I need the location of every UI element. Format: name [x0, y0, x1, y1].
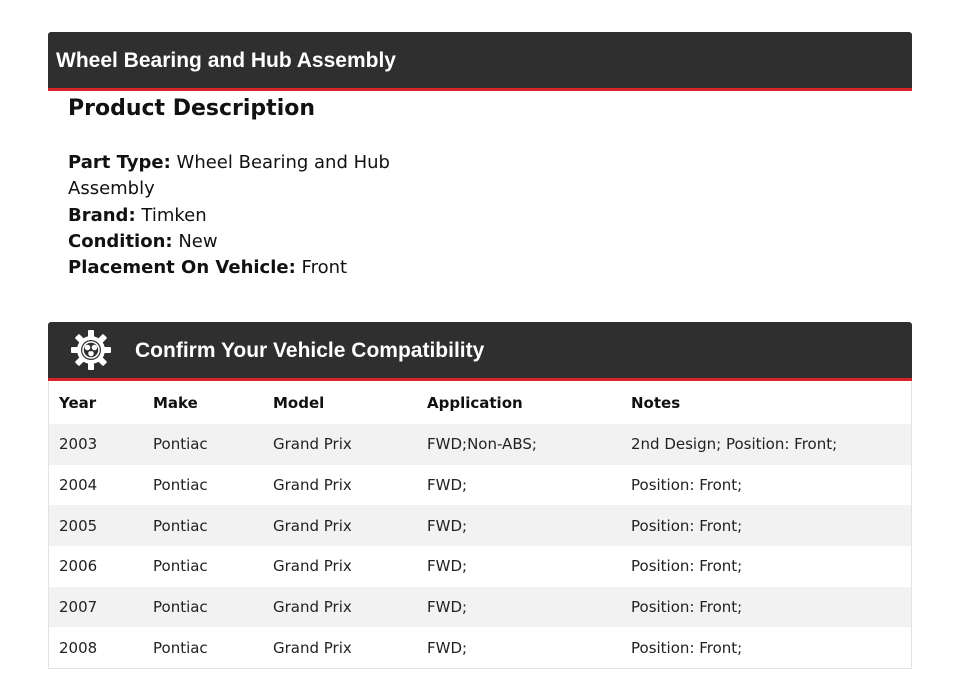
product-title-bar: [48, 32, 912, 91]
cell-application: FWD;: [427, 557, 468, 576]
cell-year: 2007: [59, 598, 98, 617]
compatibility-title-bar: [48, 322, 912, 381]
cell-year: 2003: [59, 435, 98, 454]
table-header-row: [49, 381, 911, 424]
table-row: [49, 587, 911, 628]
cell-model: Grand Prix: [273, 476, 352, 495]
cell-application: FWD;: [427, 476, 468, 495]
detail-value: Front: [301, 257, 348, 279]
cell-make: Pontiac: [153, 557, 208, 576]
cell-notes: Position: Front;: [631, 598, 743, 617]
cell-notes: Position: Front;: [631, 516, 743, 535]
table-row: [49, 627, 911, 668]
cell-application: FWD;Non-ABS;: [427, 435, 537, 454]
cell-model: Grand Prix: [273, 598, 352, 617]
detail-value: Timken: [141, 204, 207, 226]
detail-part-type: [68, 150, 398, 203]
table-row: [49, 465, 911, 506]
cell-year: 2006: [59, 557, 98, 576]
cell-application: FWD;: [427, 516, 468, 535]
detail-brand: [68, 203, 398, 229]
cell-make: Pontiac: [153, 638, 208, 657]
column-header-year: Year: [59, 393, 97, 412]
cell-model: Grand Prix: [273, 516, 352, 535]
compatibility-table: [48, 381, 912, 669]
cell-notes: 2nd Design; Position: Front;: [631, 435, 838, 454]
cell-year: 2004: [59, 476, 98, 495]
cell-model: Grand Prix: [273, 638, 352, 657]
cell-make: Pontiac: [153, 435, 208, 454]
detail-placement: [68, 255, 398, 281]
detail-label: Condition:: [68, 230, 173, 252]
product-details: [68, 150, 398, 281]
table-row: [49, 505, 911, 546]
cell-make: Pontiac: [153, 598, 208, 617]
cell-make: Pontiac: [153, 476, 208, 495]
table-row: [49, 424, 911, 465]
cell-model: Grand Prix: [273, 557, 352, 576]
cell-model: Grand Prix: [273, 435, 352, 454]
product-description-heading: Product Description: [68, 96, 316, 121]
column-header-make: Make: [153, 393, 198, 412]
table-row: [49, 546, 911, 587]
cell-notes: Position: Front;: [631, 476, 743, 495]
column-header-application: Application: [427, 393, 523, 412]
column-header-model: Model: [273, 393, 325, 412]
cell-year: 2005: [59, 516, 98, 535]
product-title: Wheel Bearing and Hub Assembly: [56, 49, 396, 72]
detail-label: Brand:: [68, 204, 136, 226]
gear-icon: [69, 328, 113, 372]
compatibility-title: Confirm Your Vehicle Compatibility: [135, 339, 485, 362]
cell-application: FWD;: [427, 598, 468, 617]
detail-label: Part Type:: [68, 152, 171, 173]
detail-condition: [68, 229, 398, 255]
cell-make: Pontiac: [153, 516, 208, 535]
detail-label: Placement On Vehicle:: [68, 257, 296, 279]
column-header-notes: Notes: [631, 393, 681, 412]
cell-notes: Position: Front;: [631, 557, 743, 576]
cell-notes: Position: Front;: [631, 638, 743, 657]
detail-value: Wheel Bearing and Hub Assembly: [68, 152, 390, 200]
cell-year: 2008: [59, 638, 98, 657]
cell-application: FWD;: [427, 638, 468, 657]
detail-value: New: [178, 230, 218, 252]
